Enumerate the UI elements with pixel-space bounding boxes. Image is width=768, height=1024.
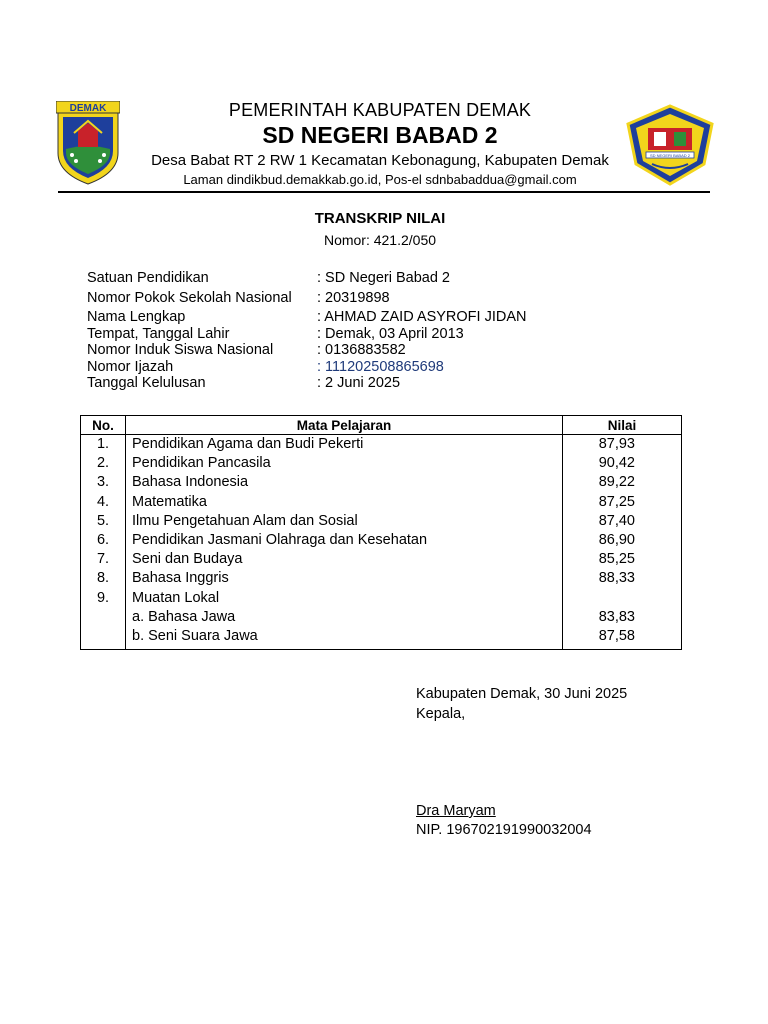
identity-value: : Demak, 03 April 2013 [317,326,464,342]
table-row [81,627,682,650]
row-subject: a. Bahasa Jawa [126,608,563,627]
row-grade: 85,25 [563,550,682,569]
row-subject: Bahasa Inggris [126,569,563,588]
row-grade: 90,42 [563,454,682,473]
government-name: PEMERINTAH KABUPATEN DEMAK [228,100,532,120]
letterhead-divider [58,191,710,193]
identity-value: : 111202508865698 [317,359,444,375]
table-row [81,454,682,473]
row-subject: Pendidikan Jasmani Olahraga dan Kesehatan [126,531,563,550]
row-subject: Seni dan Budaya [126,550,563,569]
school-address: Desa Babat RT 2 RW 1 Kecamatan Kebonagung, Kabupaten Demak [151,152,609,169]
identity-label: Nomor Pokok Sekolah Nasional [87,290,292,306]
row-no: 4. [81,493,126,512]
table-header-row [81,416,682,435]
identity-label: Tempat, Tanggal Lahir [87,326,230,342]
row-subject: Ilmu Pengetahuan Alam dan Sosial [126,512,563,531]
school-name: SD NEGERI BABAD 2 [262,122,498,148]
row-no: 1. [81,435,126,455]
header-subject: Mata Pelajaran [126,416,563,435]
row-grade: 89,22 [563,473,682,492]
signature-place-date: Kabupaten Demak, 30 Juni 2025 [416,686,628,702]
signatory-nip: NIP. 196702191990032004 [416,822,592,838]
table-row [81,493,682,512]
row-subject: Bahasa Indonesia [126,473,563,492]
row-grade: 87,25 [563,493,682,512]
row-no: 5. [81,512,126,531]
row-grade: 87,58 [563,627,682,650]
header-grade: Nilai [563,416,682,435]
identity-label: Satuan Pendidikan [87,270,209,286]
row-grade [563,589,682,608]
table-row [81,550,682,569]
identity-value: : SD Negeri Babad 2 [317,270,450,286]
row-grade: 88,33 [563,569,682,588]
svg-text:SD NEGERI BABAD 2: SD NEGERI BABAD 2 [649,153,691,158]
row-subject: b. Seni Suara Jawa [126,627,563,650]
row-subject: Muatan Lokal [126,589,563,608]
identity-value: : 20319898 [317,290,390,306]
identity-value: : AHMAD ZAID ASYROFI JIDAN [317,309,527,325]
table-row [81,473,682,492]
school-contact: Laman dindikbud.demakkab.go.id, Pos-el sdnbabaddua@gmail.com [183,172,577,187]
row-no [81,627,126,650]
identity-value: : 2 Juni 2025 [317,375,401,391]
row-grade: 87,93 [563,435,682,455]
grades-table [80,415,682,650]
row-no: 8. [81,569,126,588]
table-row [81,569,682,588]
identity-label: Tanggal Kelulusan [87,375,206,391]
row-no: 3. [81,473,126,492]
identity-value: : 0136883582 [317,342,406,358]
document-number: Nomor: 421.2/050 [323,232,437,248]
row-grade: 86,90 [563,531,682,550]
header-no: No. [81,416,126,435]
table-row [81,512,682,531]
school-shield-emblem-icon [624,104,716,186]
svg-text:DEMAK: DEMAK [69,103,107,114]
signature-role: Kepala, [416,706,466,722]
signatory-name: Dra Maryam [416,803,496,819]
row-subject: Matematika [126,493,563,512]
row-no: 2. [81,454,126,473]
demak-regency-emblem-icon [56,101,120,185]
row-subject: Pendidikan Agama dan Budi Pekerti [126,435,563,455]
table-row [81,608,682,627]
row-no: 7. [81,550,126,569]
identity-label: Nomor Induk Siswa Nasional [87,342,274,358]
table-row [81,531,682,550]
row-no [81,608,126,627]
identity-label: Nama Lengkap [87,309,186,325]
identity-label: Nomor Ijazah [87,359,174,375]
table-row [81,435,682,455]
row-no: 9. [81,589,126,608]
table-row [81,589,682,608]
row-grade: 87,40 [563,512,682,531]
row-subject: Pendidikan Pancasila [126,454,563,473]
document-title: TRANSKRIP NILAI [314,210,446,227]
row-no: 6. [81,531,126,550]
row-grade: 83,83 [563,608,682,627]
